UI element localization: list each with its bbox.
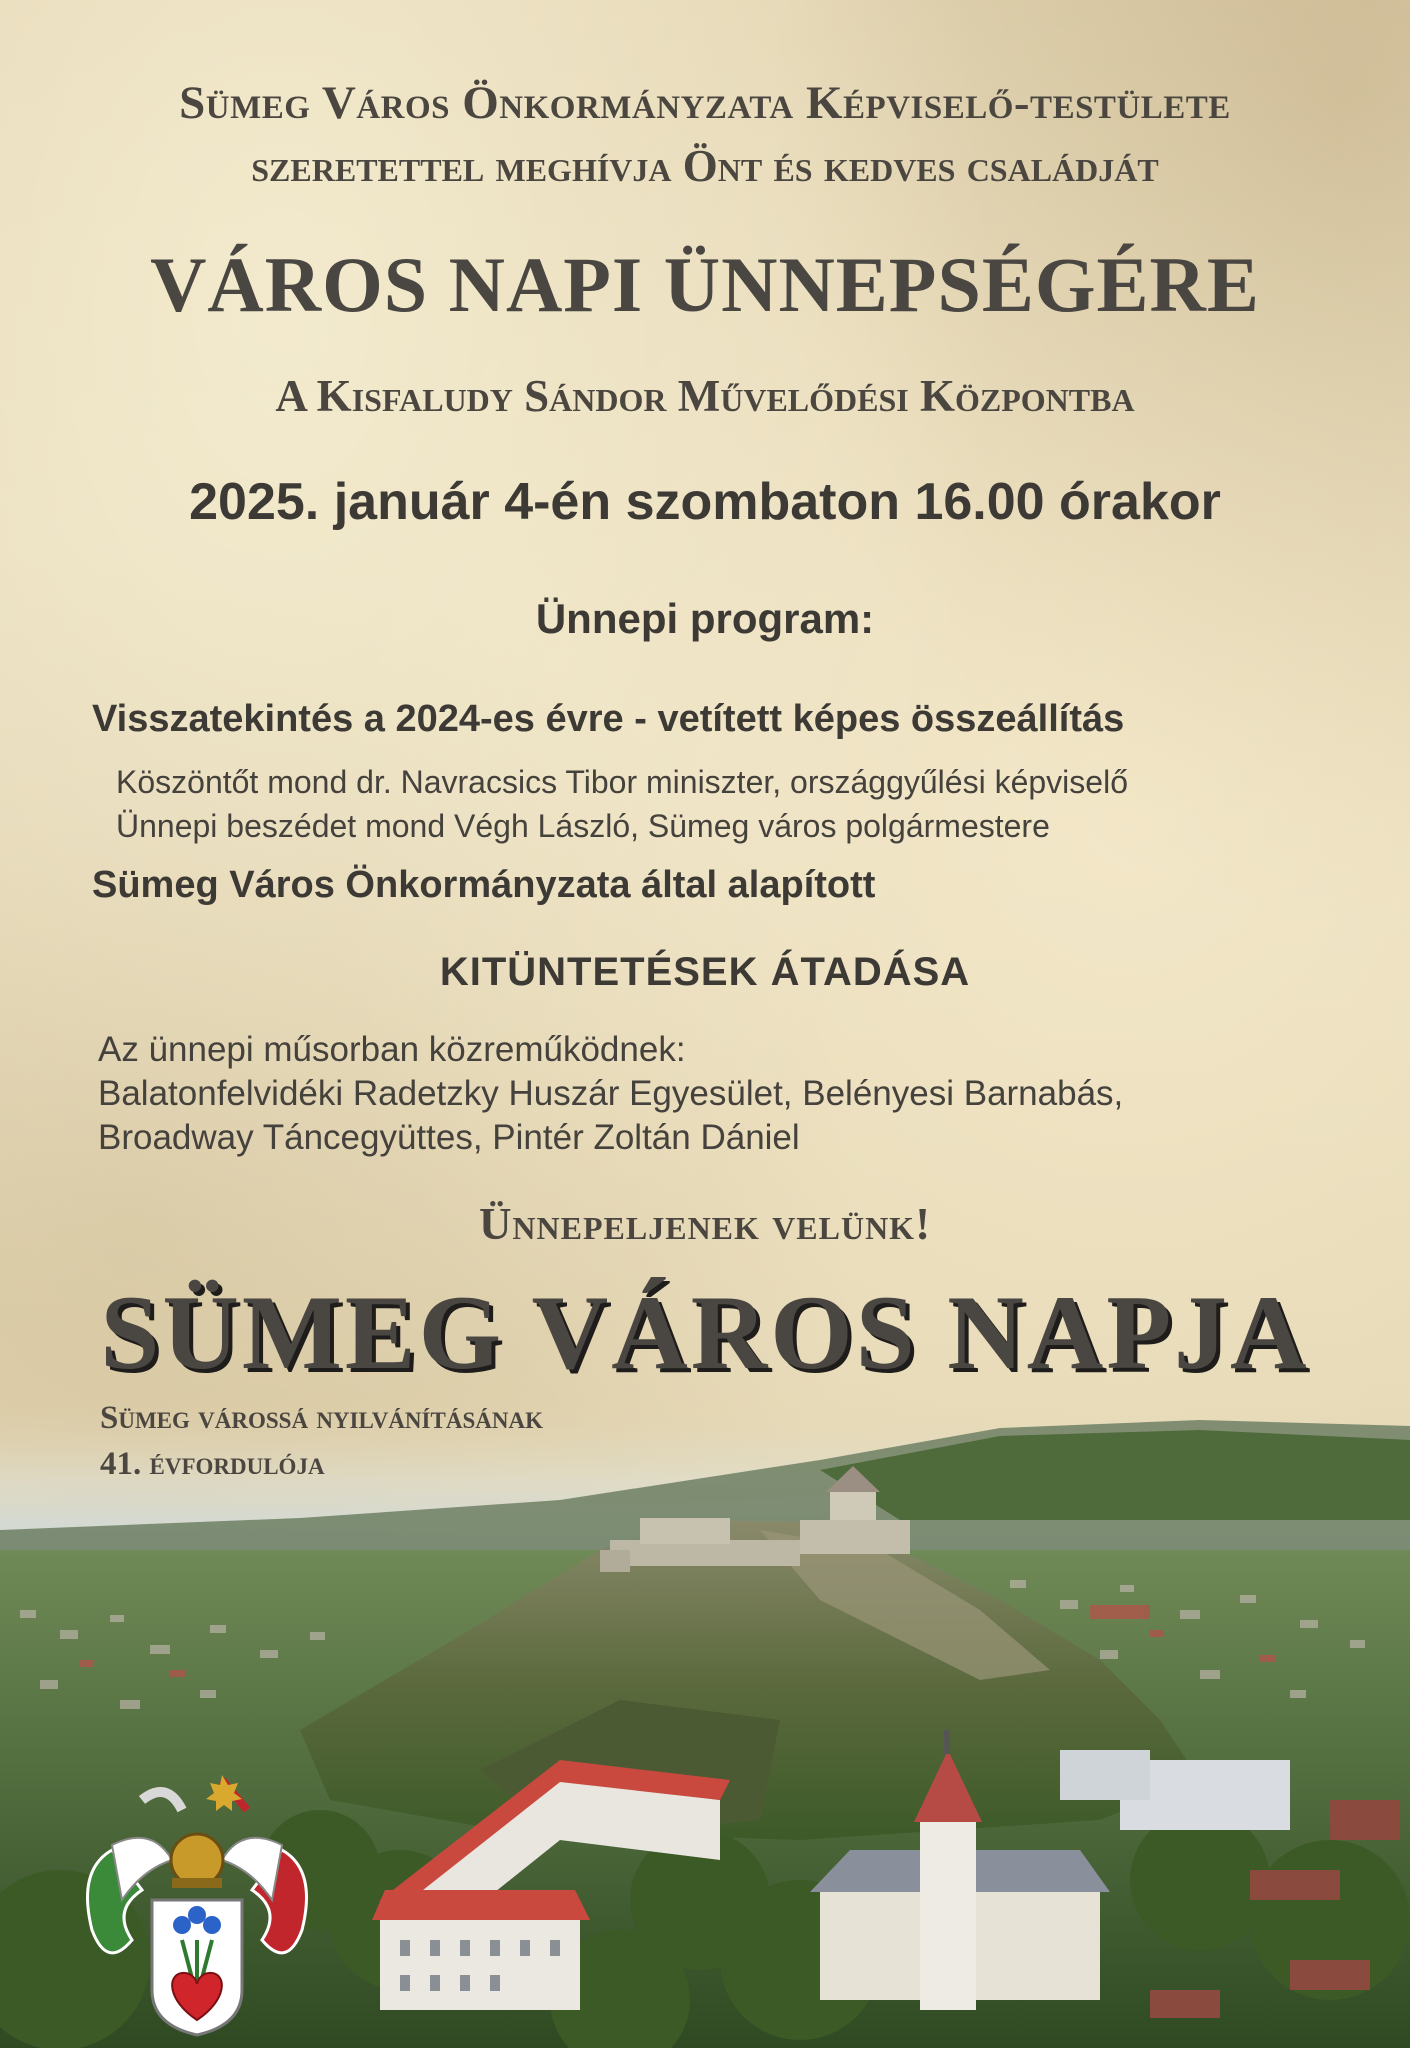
performers-list-line: Broadway Táncegyüttes, Pintér Zoltán Dániel bbox=[98, 1118, 800, 1157]
program-title: Ünnepi program: bbox=[535, 595, 875, 642]
awards-ceremony: KITÜNTETÉSEK ÁTADÁSA bbox=[439, 950, 971, 994]
event-datetime: 2025. január 4-én szombaton 16.00 órakor bbox=[189, 473, 1221, 531]
celebrate-slogan: Ünnepeljenek velünk! bbox=[478, 1199, 932, 1249]
organizer-line: Sümeg Város Önkormányzata Képviselő-testülete bbox=[179, 77, 1231, 129]
town-day-title: SÜMEG VÁROS NAPJA bbox=[100, 1274, 1310, 1391]
program-item-retrospective: Visszatekintés a 2024-es évre - vetített képes összeállítás bbox=[92, 698, 1125, 740]
program-item-greeting: Köszöntőt mond dr. Navracsics Tibor miniszter, országgyűlési képviselő bbox=[116, 764, 1128, 800]
performers-list-line: Balatonfelvidéki Radetzky Huszár Egyesület, Belényesi Barnabás, bbox=[98, 1074, 1124, 1113]
program-item-speech: Ünnepi beszédet mond Végh László, Sümeg város polgármestere bbox=[116, 808, 1050, 844]
invitation-line: szeretettel meghívja Önt és kedves családját bbox=[251, 141, 1159, 191]
coat-of-arms-icon bbox=[72, 1740, 322, 2040]
event-title: VÁROS NAPI ÜNNEPSÉGÉRE bbox=[150, 241, 1260, 328]
performers-heading: Az ünnepi műsorban közreműködnek: bbox=[98, 1030, 686, 1069]
anniversary-number: 41. évfordulója bbox=[100, 1446, 325, 1482]
anniversary-line: Sümeg várossá nyilvánításának bbox=[100, 1400, 543, 1436]
program-item-awards-intro: Sümeg Város Önkormányzata által alapított bbox=[92, 864, 876, 906]
venue-line: A Kisfaludy Sándor Művelődési Központba bbox=[275, 371, 1135, 421]
